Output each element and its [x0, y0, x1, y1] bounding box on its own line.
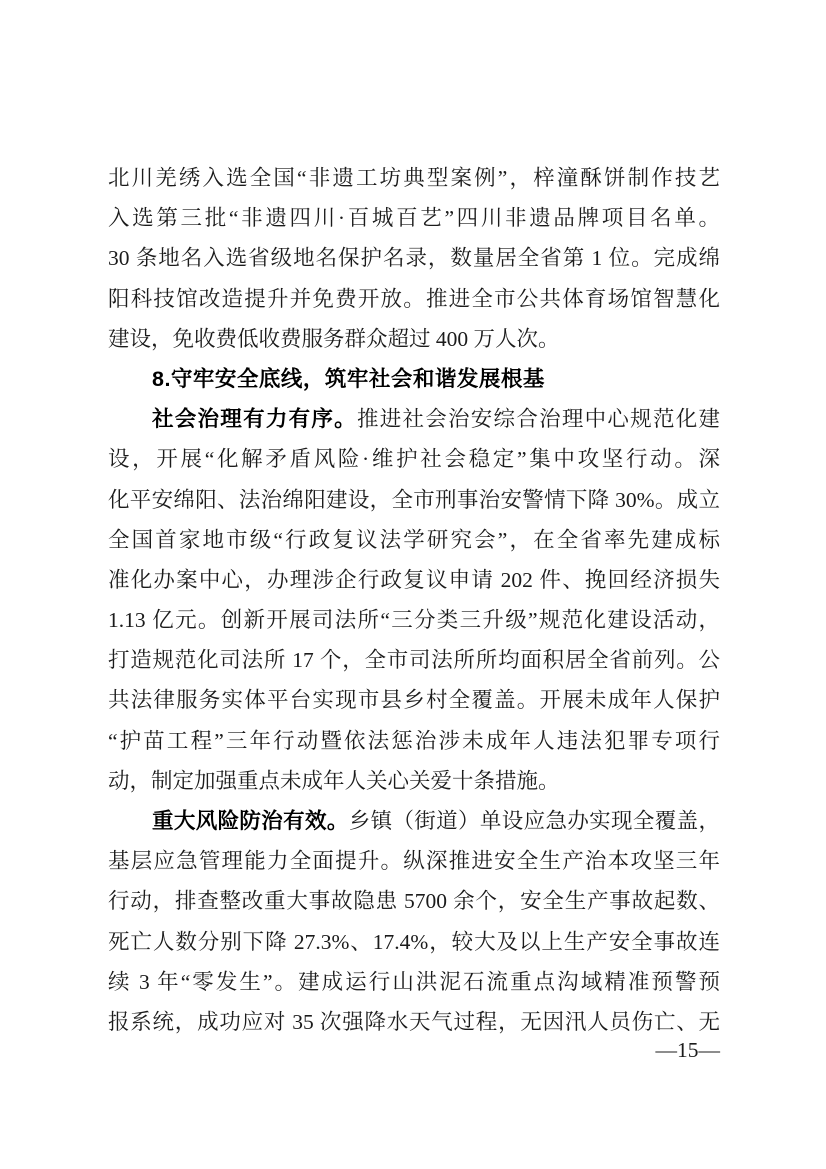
- page-content: [108, 158, 720, 1042]
- page-number: —15—: [655, 1038, 720, 1062]
- text-line: 打造规范化司法所 17 个，全市司法所所均面积居全省前列。公: [108, 648, 720, 673]
- text-line: 入选第三批“非遗四川·百城百艺”四川非遗品牌项目名单。: [108, 206, 720, 231]
- text-line: 建设，免收费低收费服务群众超过 400 万人次。: [108, 326, 560, 351]
- line-text: 推进社会治安综合治理中心规范化建: [356, 407, 720, 432]
- text-line: [108, 399, 720, 439]
- paragraph-lead: 重大风险防治有效。: [152, 809, 349, 833]
- text-line: 准化办案中心，办理涉企行政复议申请 202 件、挽回经济损失: [108, 567, 720, 592]
- text-line: 设，开展“化解矛盾风险·维护社会稳定”集中攻坚行动。深: [108, 447, 720, 472]
- text-line: 30 条地名入选省级地名保护名录，数量居全省第 1 位。完成绵: [108, 246, 720, 271]
- line-text: 乡镇（街道）单设应急办实现全覆盖，: [348, 809, 720, 833]
- text-line: 化平安绵阳、法治绵阳建设，全市刑事治安警情下降 30%。成立: [108, 487, 720, 512]
- text-line: 续 3 年“零发生”。建成运行山洪泥石流重点沟域精准预警预: [108, 969, 720, 994]
- text-line: 基层应急管理能力全面提升。纵深推进安全生产治本攻坚三年: [108, 849, 720, 874]
- text-line: 死亡人数分别下降 27.3%、17.4%，较大及以上生产安全事故连: [108, 929, 720, 954]
- text-line: 1.13 亿元。创新开展司法所“三分类三升级”规范化建设活动，: [108, 608, 720, 633]
- paragraph-lead: 社会治理有力有序。: [152, 407, 357, 432]
- text-line: [108, 801, 720, 841]
- text-line: 阳科技馆改造提升并免费开放。推进全市公共体育场馆智慧化: [108, 286, 720, 311]
- text-line: 行动，排查整改重大事故隐患 5700 余个，安全生产事故起数、: [108, 889, 720, 914]
- text-line: 报系统，成功应对 35 次强降水天气过程，无因汛人员伤亡、无: [108, 1009, 720, 1034]
- text-line: 全国首家地市级“行政复议法学研究会”，在全省率先建成标: [108, 527, 720, 552]
- text-line: 动，制定加强重点未成年人关心关爱十条措施。: [108, 768, 560, 793]
- section-heading: 8.守牢安全底线，筑牢社会和谐发展根基: [152, 366, 545, 391]
- text-line: 共法律服务实体平台实现市县乡村全覆盖。开展未成年人保护: [108, 688, 720, 713]
- text-line: 北川羌绣入选全国“非遗工坊典型案例”，梓潼酥饼制作技艺: [108, 166, 720, 190]
- text-line: “护苗工程”三年行动暨依法惩治涉未成年人违法犯罪专项行: [108, 728, 720, 753]
